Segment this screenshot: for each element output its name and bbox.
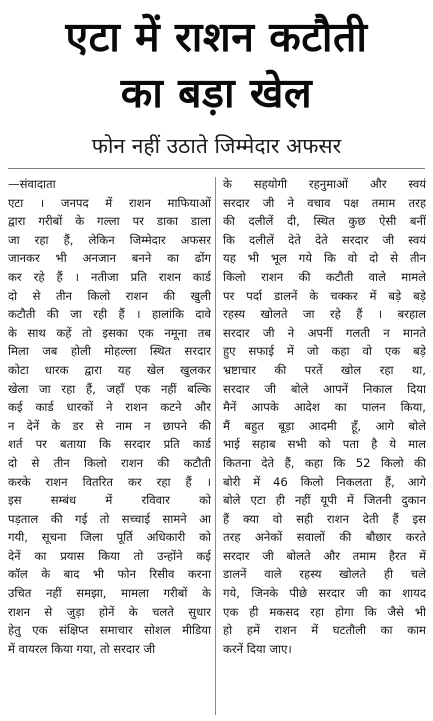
article-text-line: इस सम्बंध में रविवार को — [8, 493, 211, 508]
article-text-line: रहस्य खोलते जा रहे हैं । बरहाल — [223, 307, 426, 322]
article-column-left — [8, 175, 211, 658]
article-text-line: दो से तीन किलो राशन की खुली — [8, 288, 211, 303]
header-rule — [8, 168, 425, 169]
article-text-line: सरदार जी बोलते और तमाम हैरत में — [223, 548, 426, 563]
article-text-line: हैं क्या वो सही राशन देती हैं इस — [223, 511, 426, 526]
article-text-line: कई कार्ड धारकों ने राशन कटने और — [8, 400, 211, 415]
article-text-line: डालनें वाले रहस्य खोलते ही चले — [223, 567, 426, 582]
article-text-line: कटौती की जा रही हैं । हालांकि दावे — [8, 307, 211, 322]
article-text-line: गये, जिनके पीछे सरदार जी का शायद — [223, 586, 426, 601]
article-text-line: कोटा धारक द्वारा यह खेल खुलकर — [8, 362, 211, 377]
article-text-line: एक ही मकसद रहा होगा कि जैसे भी — [223, 604, 426, 619]
article-text-line: खेला जा रहा हैं, जहाँ एक नहीं बल्कि — [8, 381, 211, 396]
article-text-line: हो हमें राशन में घटतौली का काम — [223, 623, 426, 638]
article-text-line: बोले एटा ही नहीं यूपी में जितनी दुकान — [223, 493, 426, 508]
article-text-line: जा रहा हैं, लेकिन जिम्मेदार अफसर — [8, 232, 211, 247]
article-text-line: हेतु एक संक्षिप्त समाचार सोशल मीडिया — [8, 623, 211, 638]
article-text-line: भाई सहाब सभी को पता है ये माल — [223, 437, 426, 452]
article-text-line: कि दलीलें देते देते सरदार जी स्वयं — [223, 232, 426, 247]
byline: —संवादाता — [8, 177, 56, 191]
article-text-line: द्वारा गरीबों के गल्ला पर डाका डाला — [8, 214, 211, 229]
article-text-line: कितना देते हैं, कहा कि 52 किलो की — [223, 455, 426, 470]
article-text-line: तरह अनेकों सवालों की बौछार करते — [223, 530, 426, 545]
article-text-line: देनें का प्रयास किया तो उन्होंने कई — [8, 548, 211, 563]
article-text-line: मिला जब होली मोहल्ला स्थित सरदार — [8, 344, 211, 359]
article-text-line: हुए सफाई में जो कहा वो एक बड़े — [223, 344, 426, 359]
article-text-line: दो से तीन किलो राशन की कटौती — [8, 455, 211, 470]
article-text-line: में वायरल किया गया, तो सरदार जी — [8, 641, 156, 656]
article-text-line: किलो राशन की कटौती वाले मामले — [223, 269, 426, 284]
article-text-line: कर रहे हैं । नतीजा प्रति राशन कार्ड — [8, 269, 211, 284]
article-text-line: जानकर भी अनजान बनने का ढोंग — [8, 251, 211, 266]
article-text-line: मैं बहुत बूड़ा आदमी हूँ, आगे बोले — [223, 418, 426, 433]
article-text-line: उचित नहीं समझा, मामला गरीबों के — [8, 586, 211, 601]
sub-headline: फोन नहीं उठाते जिम्मेदार अफसर — [91, 134, 342, 158]
article-text-line: सरदार जी ने वचाव पक्ष तमाम तरह — [223, 195, 426, 210]
column-divider — [215, 177, 216, 715]
article-text-line: बोरी में 46 किलो निकलता हैं, आगे — [223, 474, 426, 489]
article-text-line: कॉल के बाद भी फोन रिसीव करना — [8, 567, 211, 582]
article-column-right — [223, 175, 426, 658]
article-text-line: पड़ताल की गई तो सच्चाई सामने आ — [8, 511, 211, 526]
headline-line-2: का बड़ा खेल — [120, 69, 313, 117]
headline-line-1: एटा में राशन कटौती — [65, 13, 368, 61]
article-text-line: भ्रष्टाचार की परतें खोल रहा था, — [223, 362, 426, 377]
article-text-line: पर पर्दा डालनें के चक्कर में बड़े बड़े — [223, 288, 426, 303]
article-text-line: एटा । जनपद में राशन माफियाओं — [8, 195, 211, 210]
article-text-line: करके राशन वितरित कर रहा हैं । — [8, 474, 211, 489]
article-text-line: की दलीलें दी, स्थित कुछ ऐसी बनीं — [223, 214, 426, 229]
article-text-line: करनें दिया जाए। — [223, 641, 292, 656]
article-text-line: राशन से जुड़ा होनें के चलते सुधार — [8, 604, 211, 619]
article-text-line: न देनें के डर से नाम न छापने की — [8, 418, 211, 433]
article-text-line: के सहयोगी रहनुमाओं और स्वयं — [223, 177, 426, 191]
article-text-line: के साथ कहें तो इसका एक नमूना तब — [8, 325, 211, 340]
article-text-line: यह भी भूल गये कि वो दो से तीन — [223, 251, 426, 266]
article-text-line: मैनें आपके आदेश का पालन किया, — [223, 400, 426, 415]
article-text-line: शर्त पर बताया कि सरदार प्रति कार्ड — [8, 437, 211, 452]
article-text-line: सरदार जी ने अपनीं गलती न मानते — [223, 325, 426, 340]
article-text-line: गयी, सूचना जिला पूर्ति अधिकारी को — [8, 530, 211, 545]
article-text-line: सरदार जी बोले आपनें निकाल दिया — [223, 381, 426, 396]
